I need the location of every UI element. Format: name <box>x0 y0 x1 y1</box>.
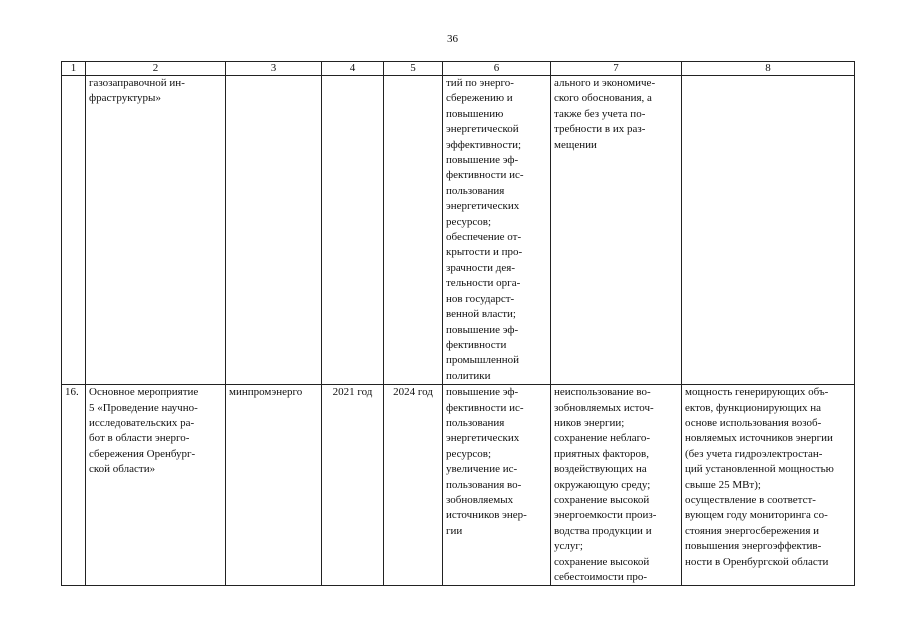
header-cell: 7 <box>551 62 682 76</box>
executor-cell: минпромэнерго <box>226 385 322 586</box>
header-cell: 6 <box>443 62 551 76</box>
start-year-cell <box>322 76 384 385</box>
indicator-link-cell: мощность генерирующих объ- ектов, функционирующих на основе использования возоб- новляемых источников энергии (без учета гидроэлектростан- ций установленной мощностью свыше 25 МВт); осуществление в соответст- вующем году мониторинга со- стояния энергосбережения и повышения энергоэффектив- ности в Оренбургской области <box>682 385 855 586</box>
consequences-cell: неиспользование во- зобновляемых источ- ников энергии; сохранение неблаго- приятных факторов, воздействующих на окружающую среду; сохранение высокой энергоемкости произ- водства продукции и услуг; сохранение высокой себестоимости про- <box>551 385 682 586</box>
measure-name-cell: газозаправочной ин- фраструктуры» <box>86 76 226 385</box>
indicator-link-cell <box>682 76 855 385</box>
consequences-cell: ального и экономиче- ского обоснования, а также без учета по- требности в их раз- мещении <box>551 76 682 385</box>
page-number: 36 <box>447 33 458 45</box>
header-cell: 3 <box>226 62 322 76</box>
executor-cell <box>226 76 322 385</box>
table-row <box>62 76 855 385</box>
header-cell: 4 <box>322 62 384 76</box>
measures-table <box>61 61 855 586</box>
measure-name-cell: Основное мероприятие 5 «Проведение научно- исследовательских ра- бот в области энерго- сбережения Оренбург- ской области» <box>86 385 226 586</box>
row-number-cell <box>62 76 86 385</box>
end-year-cell: 2024 год <box>384 385 443 586</box>
expected-result-cell: тий по энерго- сбережению и повышению энергетической эффективности; повышение эф- фективности ис- пользования энергетических ресурсов; обеспечение от- крытости и про- зрачности дея- тельности орга- нов государст- венной власти; повышение эф- фективности промышленной политики <box>443 76 551 385</box>
end-year-cell <box>384 76 443 385</box>
start-year-cell: 2021 год <box>322 385 384 586</box>
header-cell: 5 <box>384 62 443 76</box>
table-row <box>62 385 855 586</box>
header-cell: 2 <box>86 62 226 76</box>
header-cell: 1 <box>62 62 86 76</box>
row-number-cell: 16. <box>62 385 86 586</box>
header-row <box>62 62 855 76</box>
header-cell: 8 <box>682 62 855 76</box>
expected-result-cell: повышение эф- фективности ис- пользования энергетических ресурсов; увеличение ис- пользования во- зобновляемых источников энер- гии <box>443 385 551 586</box>
